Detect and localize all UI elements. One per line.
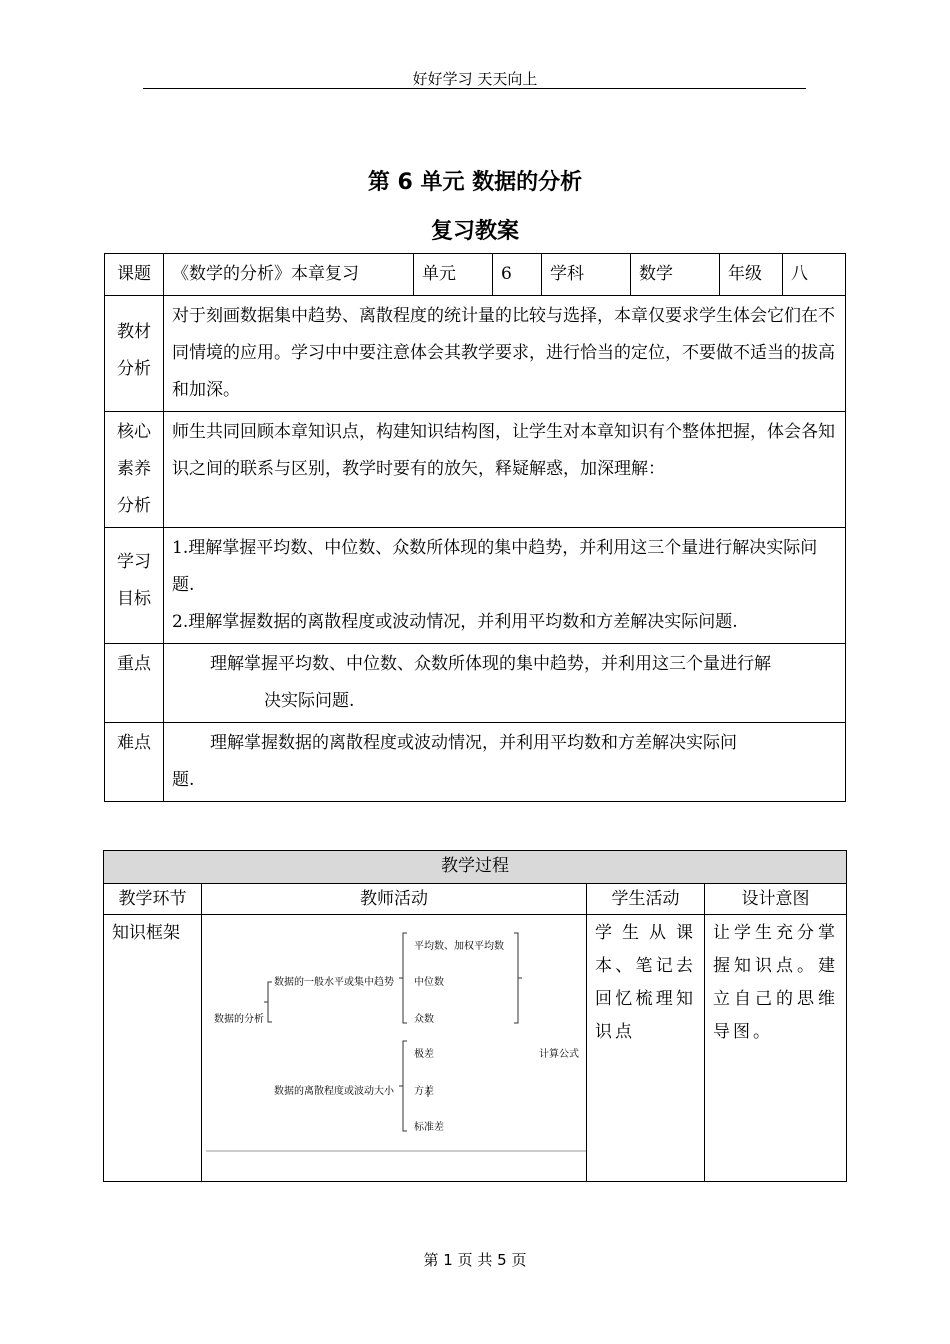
subject-label: 学科 <box>542 254 631 296</box>
goals-label: 学习目标 <box>105 528 164 644</box>
branch2-node: 数据的离散程度或波动大小 <box>274 1086 394 1097</box>
design-cell <box>705 915 847 1182</box>
info-row-goals <box>105 528 846 644</box>
student-text: 学生从课本、笔记去回忆梳理知识点 <box>595 923 696 1042</box>
keypoint-line-2: 决实际问题. <box>264 691 355 711</box>
keypoint-text <box>164 644 846 723</box>
process-row <box>104 915 847 1182</box>
lesson-info-table <box>104 253 846 802</box>
branch1-right-bracket <box>514 933 518 1023</box>
teacher-cell <box>202 915 587 1182</box>
page-header: 好好学习 天天向上 <box>412 70 538 88</box>
topic-label: 课题 <box>105 254 164 296</box>
branch2-item-1: 极差 <box>414 1049 434 1060</box>
core-text: 师生共同回顾本章知识点，构建知识结构图，让学生对本章知识有个整体把握，体会各知识之间的联系与区别，教学时要有的放矢，释疑解惑，加深理解： <box>164 412 846 528</box>
header-student: 学生活动 <box>587 884 705 915</box>
grade-value: 八 <box>783 254 846 296</box>
branch1-item-2: 中位数 <box>414 977 444 988</box>
info-row-difficulty <box>105 723 846 802</box>
design-text: 让学生充分掌握知识点。建立自己的思维导图。 <box>713 923 838 1042</box>
goal-2: 2.理解掌握数据的离散程度或波动情况，并利用平均数和方差解决实际问题. <box>172 612 738 632</box>
process-title: 教学过程 <box>104 851 847 884</box>
info-row-keypoint <box>105 644 846 723</box>
branch1-node: 数据的一般水平或集中趋势 <box>274 977 394 988</box>
keypoint-label: 重点 <box>105 644 164 723</box>
process-header-row <box>104 884 847 915</box>
goal-1: 1.理解掌握平均数、中位数、众数所体现的集中趋势，并利用这三个量进行解决实际问题. <box>172 538 818 595</box>
diagram-brackets <box>202 915 586 1181</box>
textbook-text: 对于刻画数据集中趋势、离散程度的统计量的比较与选择，本章仅要求学生体会它们在不同情境的应用。学习中中要注意体会其教学要求，进行恰当的定位，不要做不适当的拔高和加深。 <box>164 296 846 412</box>
grade-label: 年级 <box>720 254 783 296</box>
textbook-label: 教材分析 <box>105 296 164 412</box>
root-node: 数据的分析 <box>214 1014 264 1025</box>
difficulty-text <box>164 723 846 802</box>
student-cell <box>587 915 705 1182</box>
page-title: 第 6 单元 数据的分析 <box>367 170 583 195</box>
stage-cell <box>104 915 202 1182</box>
core-label: 核心素养分析 <box>105 412 164 528</box>
info-row-basic <box>105 254 846 296</box>
branch2-item-3: 标准差 <box>414 1122 444 1133</box>
subject-value: 数学 <box>631 254 720 296</box>
unit-value: 6 <box>493 254 542 296</box>
teaching-process-table <box>103 850 847 1182</box>
topic-value: 《数学的分析》本章复习 <box>164 254 414 296</box>
page-footer: 第 1 页 共 5 页 <box>423 1251 527 1269</box>
root-bracket <box>268 982 272 1022</box>
branch2-bracket <box>403 1041 407 1131</box>
knowledge-framework-diagram <box>202 915 586 1181</box>
header-design: 设计意图 <box>705 884 847 915</box>
branch1-item-3: 众数 <box>414 1014 434 1025</box>
info-row-textbook <box>105 296 846 412</box>
formula-label: 计算公式 <box>539 1049 579 1060</box>
header-stage: 教学环节 <box>104 884 202 915</box>
goals-text <box>164 528 846 644</box>
branch1-bracket <box>403 933 407 1023</box>
page-subtitle: 复习教案 <box>430 219 519 244</box>
unit-label: 单元 <box>414 254 493 296</box>
header-teacher: 教师活动 <box>202 884 587 915</box>
difficulty-label: 难点 <box>105 723 164 802</box>
stage-text: 知识框架 <box>112 923 180 943</box>
difficulty-line-2: 题. <box>172 770 195 790</box>
header-divider <box>143 88 806 89</box>
branch2-item-2: 方差 <box>414 1086 434 1097</box>
keypoint-line-1: 理解掌握平均数、中位数、众数所体现的集中趋势，并利用这三个量进行解 <box>210 654 771 674</box>
branch1-item-1: 平均数、加权平均数 <box>414 941 504 952</box>
difficulty-line-1: 理解掌握数据的离散程度或波动情况，并利用平均数和方差解决实际问 <box>210 733 737 753</box>
info-row-core <box>105 412 846 528</box>
